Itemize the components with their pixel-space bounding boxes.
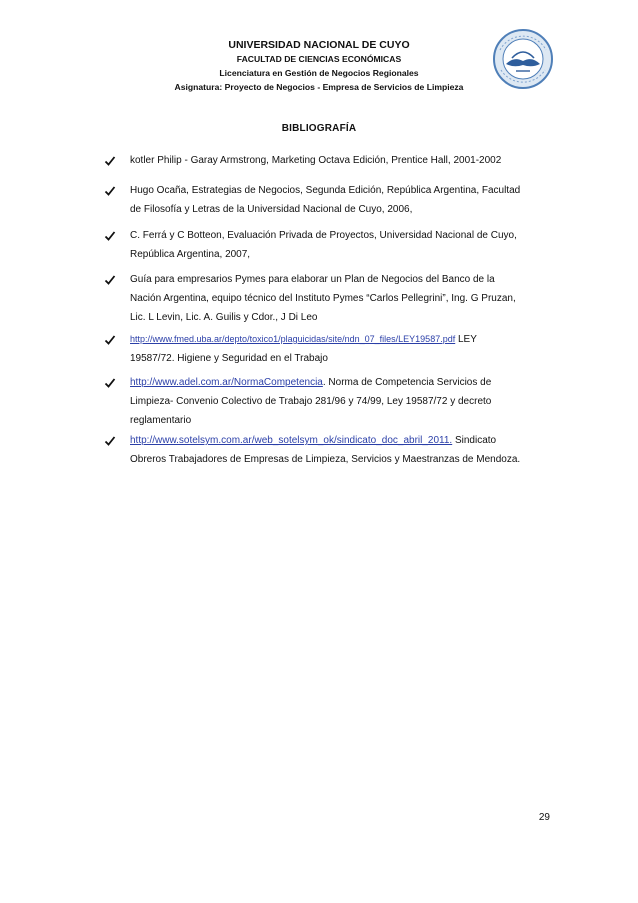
- checkmark-icon: [104, 435, 116, 447]
- reference-link[interactable]: http://www.fmed.uba.ar/depto/toxico1/plaguicidas/site/ndn_07_files/LEY19587.pdf: [130, 334, 456, 344]
- entry-text: Sindicato: [452, 435, 497, 446]
- section-title: BIBLIOGRAFÍA: [281, 123, 357, 134]
- entry-line: [130, 431, 550, 450]
- bibliography-entry: [130, 373, 550, 430]
- bibliography-entry: [130, 270, 550, 327]
- reference-link[interactable]: http://www.adel.com.ar/NormaCompetencia: [130, 377, 323, 388]
- checkmark-icon: [104, 230, 116, 242]
- entry-line: kotler Philip - Garay Armstrong, Marketing Octava Edición, Prentice Hall, 2001-2002: [130, 155, 502, 166]
- checkmark-icon: [104, 155, 116, 167]
- university-seal-icon: [492, 28, 554, 90]
- reference-link[interactable]: http://www.sotelsym.com.ar/web_sotelsym_ok/sindicato_doc_abril_2011.: [130, 435, 453, 446]
- university-name: UNIVERSIDAD NACIONAL DE CUYO: [228, 39, 410, 51]
- checkmark-icon: [104, 334, 116, 346]
- faculty-name: FACULTAD DE CIENCIAS ECONÓMICAS: [236, 54, 402, 64]
- entry-line: C. Ferrá y C Botteon, Evaluación Privada de Proyectos, Universidad Nacional de Cuyo,: [130, 230, 517, 241]
- bibliography-entry: [130, 181, 550, 219]
- entry-line: Limpieza- Convenio Colectivo de Trabajo 281/96 y 74/99, Ley 19587/72 y decreto: [130, 396, 492, 407]
- bibliography-entry: [130, 226, 550, 264]
- checkmark-icon: [104, 377, 116, 389]
- degree-name: Licenciatura en Gestión de Negocios Regionales: [219, 68, 419, 78]
- bibliography-entry: [130, 330, 550, 368]
- entry-line: Nación Argentina, equipo técnico del Instituto Pymes “Carlos Pellegrini”, Ing. G Pruzan,: [130, 293, 516, 304]
- entry-text: . Norma de Competencia Servicios de: [322, 377, 492, 388]
- entry-line: Obreros Trabajadores de Empresas de Limpieza, Servicios y Maestranzas de Mendoza.: [130, 454, 521, 465]
- entry-line: 19587/72. Higiene y Seguridad en el Trabajo: [130, 353, 328, 364]
- entry-line: [130, 330, 550, 349]
- entry-line: República Argentina, 2007,: [130, 249, 251, 260]
- checkmark-icon: [104, 274, 116, 286]
- entry-line: Lic. L Levin, Lic. A. Guilis y Cdor., J Di Leo: [130, 312, 318, 323]
- entry-text: LEY: [455, 334, 477, 345]
- bibliography-entry: [130, 431, 550, 469]
- bibliography-entry: [130, 151, 550, 170]
- page-number: 29: [538, 812, 550, 823]
- entry-line: Guía para empresarios Pymes para elaborar un Plan de Negocios del Banco de la: [130, 274, 495, 285]
- subject-name: Asignatura: Proyecto de Negocios - Empresa de Servicios de Limpieza: [174, 82, 464, 92]
- entry-line: [130, 373, 550, 392]
- entry-line: de Filosofía y Letras de la Universidad Nacional de Cuyo, 2006,: [130, 204, 413, 215]
- checkmark-icon: [104, 185, 116, 197]
- entry-line: Hugo Ocaña, Estrategias de Negocios, Segunda Edición, República Argentina, Facultad: [130, 185, 521, 196]
- entry-line: reglamentario: [130, 415, 192, 426]
